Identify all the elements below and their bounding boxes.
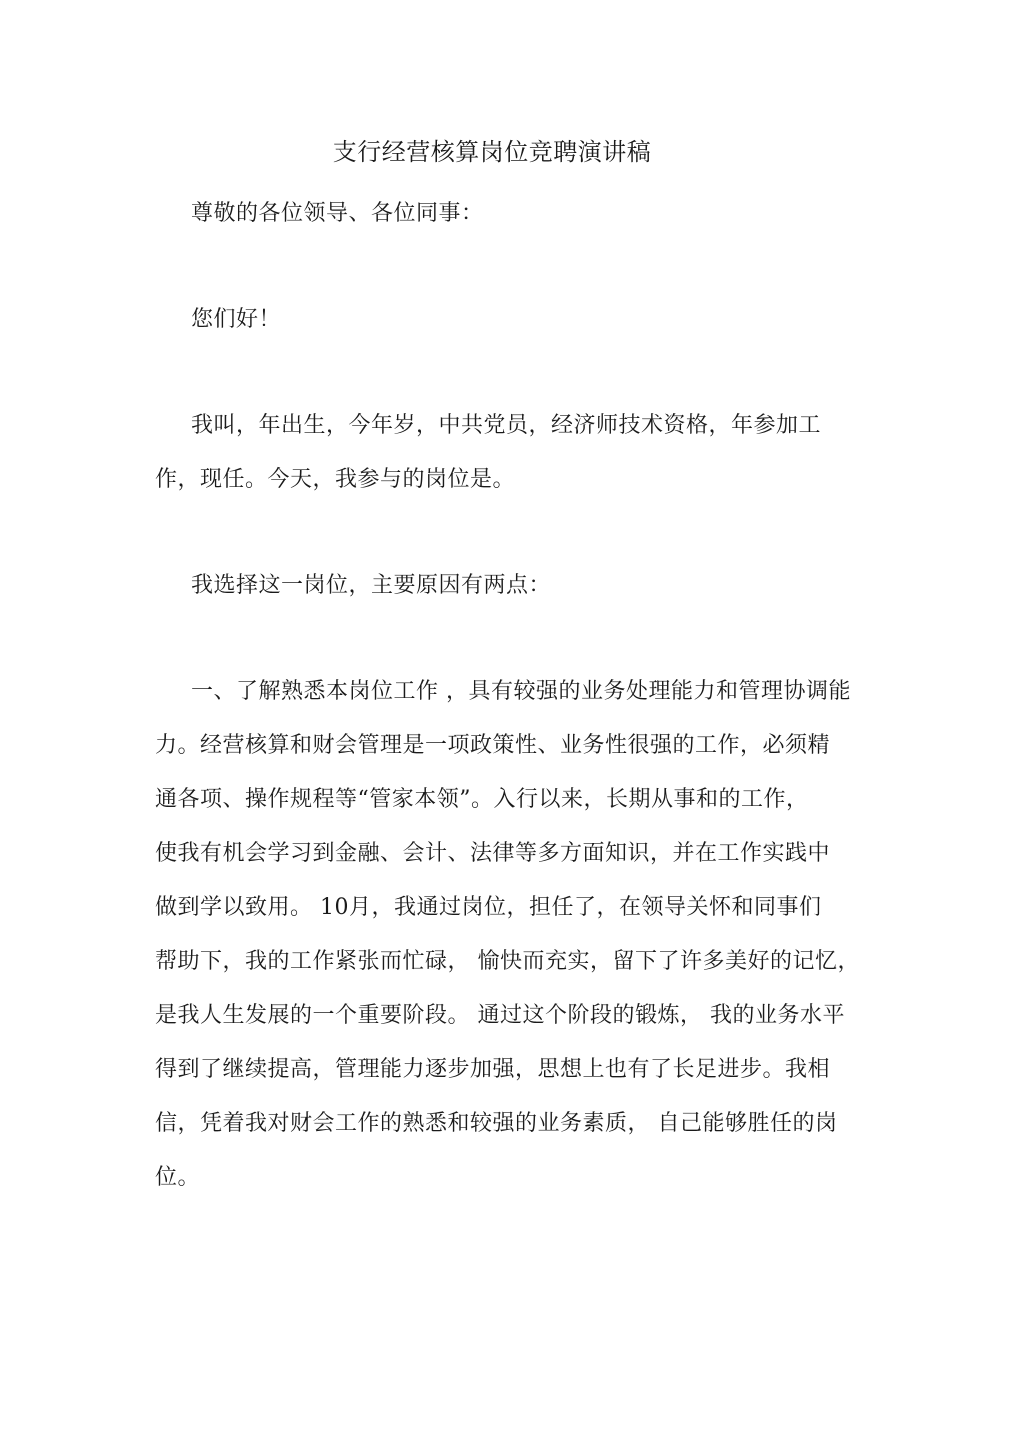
paragraph-line: 使我有机会学习到金融、会计、法律等多方面知识，并在工作实践中 [155,841,831,866]
paragraph-line: 力。经营核算和财会管理是一项政策性、业务性很强的工作，必须精 [155,733,831,758]
paragraph-line: 得到了继续提高，管理能力逐步加强，思想上也有了长足进步。我相 [155,1057,831,1082]
document-title: 支行经营核算岗位竞聘演讲稿 [332,138,652,166]
paragraph-line: 位。 [155,1165,201,1190]
greeting-line: 您们好！ [191,307,282,332]
paragraph-line: 作，现任。今天，我参与的岗位是。 [155,467,516,492]
paragraph-line: 信，凭着我对财会工作的熟悉和较强的业务素质， 自己能够胜任的岗 [155,1111,838,1136]
paragraph-line: 通各项、操作规程等“管家本领”。入行以来，长期从事和的工作， [155,787,809,812]
paragraph-line: 做到学以致用。 10月，我通过岗位，担任了，在领导关怀和同事们 [155,895,822,920]
paragraph-line: 一、了解熟悉本岗位工作 ，具有较强的业务处理能力和管理协调能 [191,679,851,704]
paragraph-line: 我选择这一岗位，主要原因有两点： [191,573,552,598]
paragraph-line: 我叫，年出生，今年岁，中共党员，经济师技术资格，年参加工 [191,413,822,438]
paragraph-line: 帮助下，我的工作紧张而忙碌， 愉快而充实，留下了许多美好的记忆， [155,949,860,974]
salutation-line: 尊敬的各位领导、各位同事： [191,201,484,226]
paragraph-line: 是我人生发展的一个重要阶段。 通过这个阶段的锻炼， 我的业务水平 [155,1003,845,1028]
